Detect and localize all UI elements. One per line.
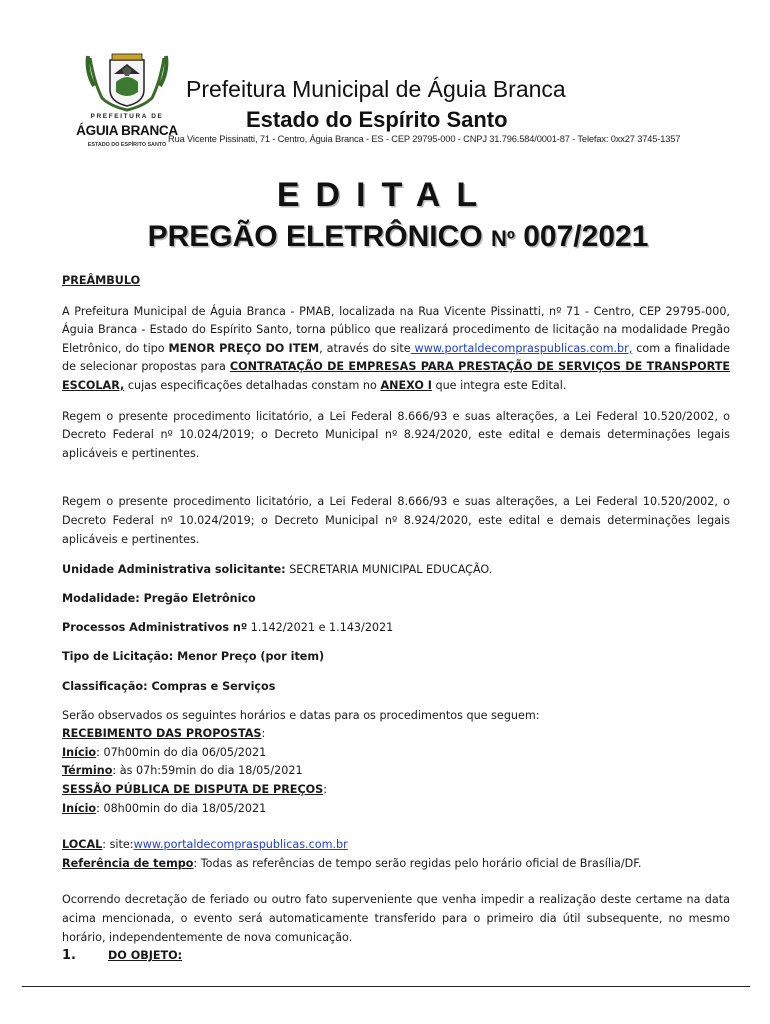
inicio-2-value: : 08h00min do dia 18/05/2021 xyxy=(96,801,267,815)
feriado-paragraph: Ocorrendo decretação de feriado ou outro fato superveniente que venha impedir a realização deste certame na data acima mencionada, o evento será automaticamente transferido para o primeiro dia útil subsequente, no mesmo horário, independentemente de nova comunicação. xyxy=(62,893,730,944)
schedule-termino xyxy=(62,762,730,781)
spacer xyxy=(62,818,730,836)
sessao-label: SESSÃO PÚBLICA DE DISPUTA DE PREÇOS xyxy=(62,782,324,796)
field-classificacao: Classificação: Compras e Serviços xyxy=(62,679,276,693)
document-subtitle xyxy=(0,220,770,254)
referencia-value: : Todas as referências de tempo serão regidas pelo horário oficial de Brasília/DF. xyxy=(193,856,642,870)
logo-top-text: PREFEITURA DE xyxy=(90,113,164,120)
header-address: Rua Vicente Pissinatti, 71 - Centro, Águia Branca - ES - CEP 29795-000 - CNPJ 31.796.584/0001-87 - Telefax: 0xx27 3745-1357 xyxy=(168,134,681,144)
recebimento-label: RECEBIMENTO DAS PROPOSTAS xyxy=(62,727,262,741)
local-prefix: : site: xyxy=(102,838,134,852)
coat-of-arms-icon xyxy=(82,52,172,112)
processos-value: 1.142/2021 e 1.143/2021 xyxy=(247,621,394,635)
document-title: EDITAL xyxy=(276,176,494,214)
section-number: 1. xyxy=(62,948,76,964)
unidade-value: SECRETARIA MUNICIPAL EDUCAÇÃO. xyxy=(285,563,493,577)
inicio-1-value: : 07h00min do dia 06/05/2021 xyxy=(96,745,267,759)
termino-value: : às 07h:59min do dia 18/05/2021 xyxy=(112,764,303,778)
schedule-intro: Serão observados os seguintes horários e datas para os procedimentos que seguem: xyxy=(62,708,540,722)
p1-bold-contratacao: CONTRATAÇÃO DE EMPRESAS PARA PRESTAÇÃO DE SERVIÇOS DE TRANSPORTE ESCOLAR, xyxy=(62,360,730,392)
section-objeto-heading xyxy=(62,947,730,966)
inicio-2-label: Início xyxy=(62,801,97,815)
termino-label: Término xyxy=(62,764,113,778)
field-processos xyxy=(62,619,730,638)
p1-text-c: com a finalidade de selecionar propostas para xyxy=(62,341,730,374)
preambulo-paragraph-2: Regem o presente procedimento licitatório, a Lei Federal 8.666/93 e suas alterações, a Lei Federal 10.520/2002, o Decreto Federal nº 10.024/2019; o Decreto Municipal nº 8.924/2020, este edital e demais determinações legais aplicáveis e pertinentes. xyxy=(62,409,730,460)
section-label: DO OBJETO: xyxy=(108,949,183,963)
schedule-inicio-1 xyxy=(62,744,730,763)
local-line xyxy=(62,836,730,855)
recebimento-colon: : xyxy=(261,727,266,741)
sessao-colon: : xyxy=(323,782,328,796)
header-state: Estado do Espírito Santo xyxy=(246,107,508,132)
municipal-logo xyxy=(72,52,182,154)
processos-label: Processos Administrativos nº xyxy=(62,621,248,635)
logo-sub-text: ESTADO DO ESPÍRITO SANTO xyxy=(87,142,167,148)
p1-bold-anexo: ANEXO I xyxy=(380,378,432,392)
subtitle-number-sign: Nº xyxy=(490,226,515,251)
preambulo-paragraph-3: Regem o presente procedimento licitatório, a Lei Federal 8.666/93 e suas alterações, a Lei Federal 10.520/2002, o Decreto Federal nº 10.024/2019; o Decreto Municipal nº 8.924/2020, este edital e demais determinações legais aplicáveis e pertinentes. xyxy=(62,495,730,546)
preambulo-heading: PREÂMBULO xyxy=(62,274,141,287)
p1-bold-menor-preco: MENOR PREÇO DO ITEM xyxy=(168,341,320,355)
unidade-label: Unidade Administrativa solicitante: xyxy=(62,563,286,577)
schedule-sessao xyxy=(62,781,730,800)
p1-text-b: , através do site xyxy=(319,341,411,355)
subtitle-number: 007/2021 xyxy=(523,220,649,253)
local-label: LOCAL xyxy=(62,838,103,852)
subtitle-main: PREGÃO ELETRÔNICO xyxy=(147,220,483,253)
preambulo-paragraph-1 xyxy=(62,303,730,396)
spacer xyxy=(62,475,730,493)
schedule-inicio-2 xyxy=(62,800,730,819)
field-modalidade: Modalidade: Pregão Eletrônico xyxy=(62,592,256,606)
local-link[interactable]: www.portaldecompraspublicas.com.br xyxy=(133,838,348,852)
schedule-recebimento xyxy=(62,725,730,744)
referencia-line xyxy=(62,855,730,874)
field-tipo: Tipo de Licitação: Menor Preço (por item) xyxy=(62,650,325,664)
document-body xyxy=(62,272,730,966)
p1-text-a: A Prefeitura Municipal de Águia Branca - PMAB, localizada na Rua Vicente Pissinatti, nº 71 - Centro, CEP 29795-000, Águia Branca - Estado do Espírito Santo, torna público que realizará procedimento de licitação na modalidade Pregão Eletrônico, do tipo xyxy=(62,304,730,355)
spacer xyxy=(62,873,730,891)
portal-link[interactable]: www.portaldecompraspublicas.com.br, xyxy=(410,341,633,355)
referencia-label: Referência de tempo xyxy=(62,856,194,870)
header-title: Prefeitura Municipal de Águia Branca xyxy=(186,76,566,102)
p1-text-d: cujas especificações detalhadas constam no xyxy=(124,378,381,392)
footer-divider xyxy=(22,986,750,987)
inicio-1-label: Início xyxy=(62,745,97,759)
logo-main-text: ÁGUIA BRANCA xyxy=(76,123,178,138)
p1-text-e: que integra este Edital. xyxy=(431,378,567,392)
field-unidade xyxy=(62,561,730,580)
